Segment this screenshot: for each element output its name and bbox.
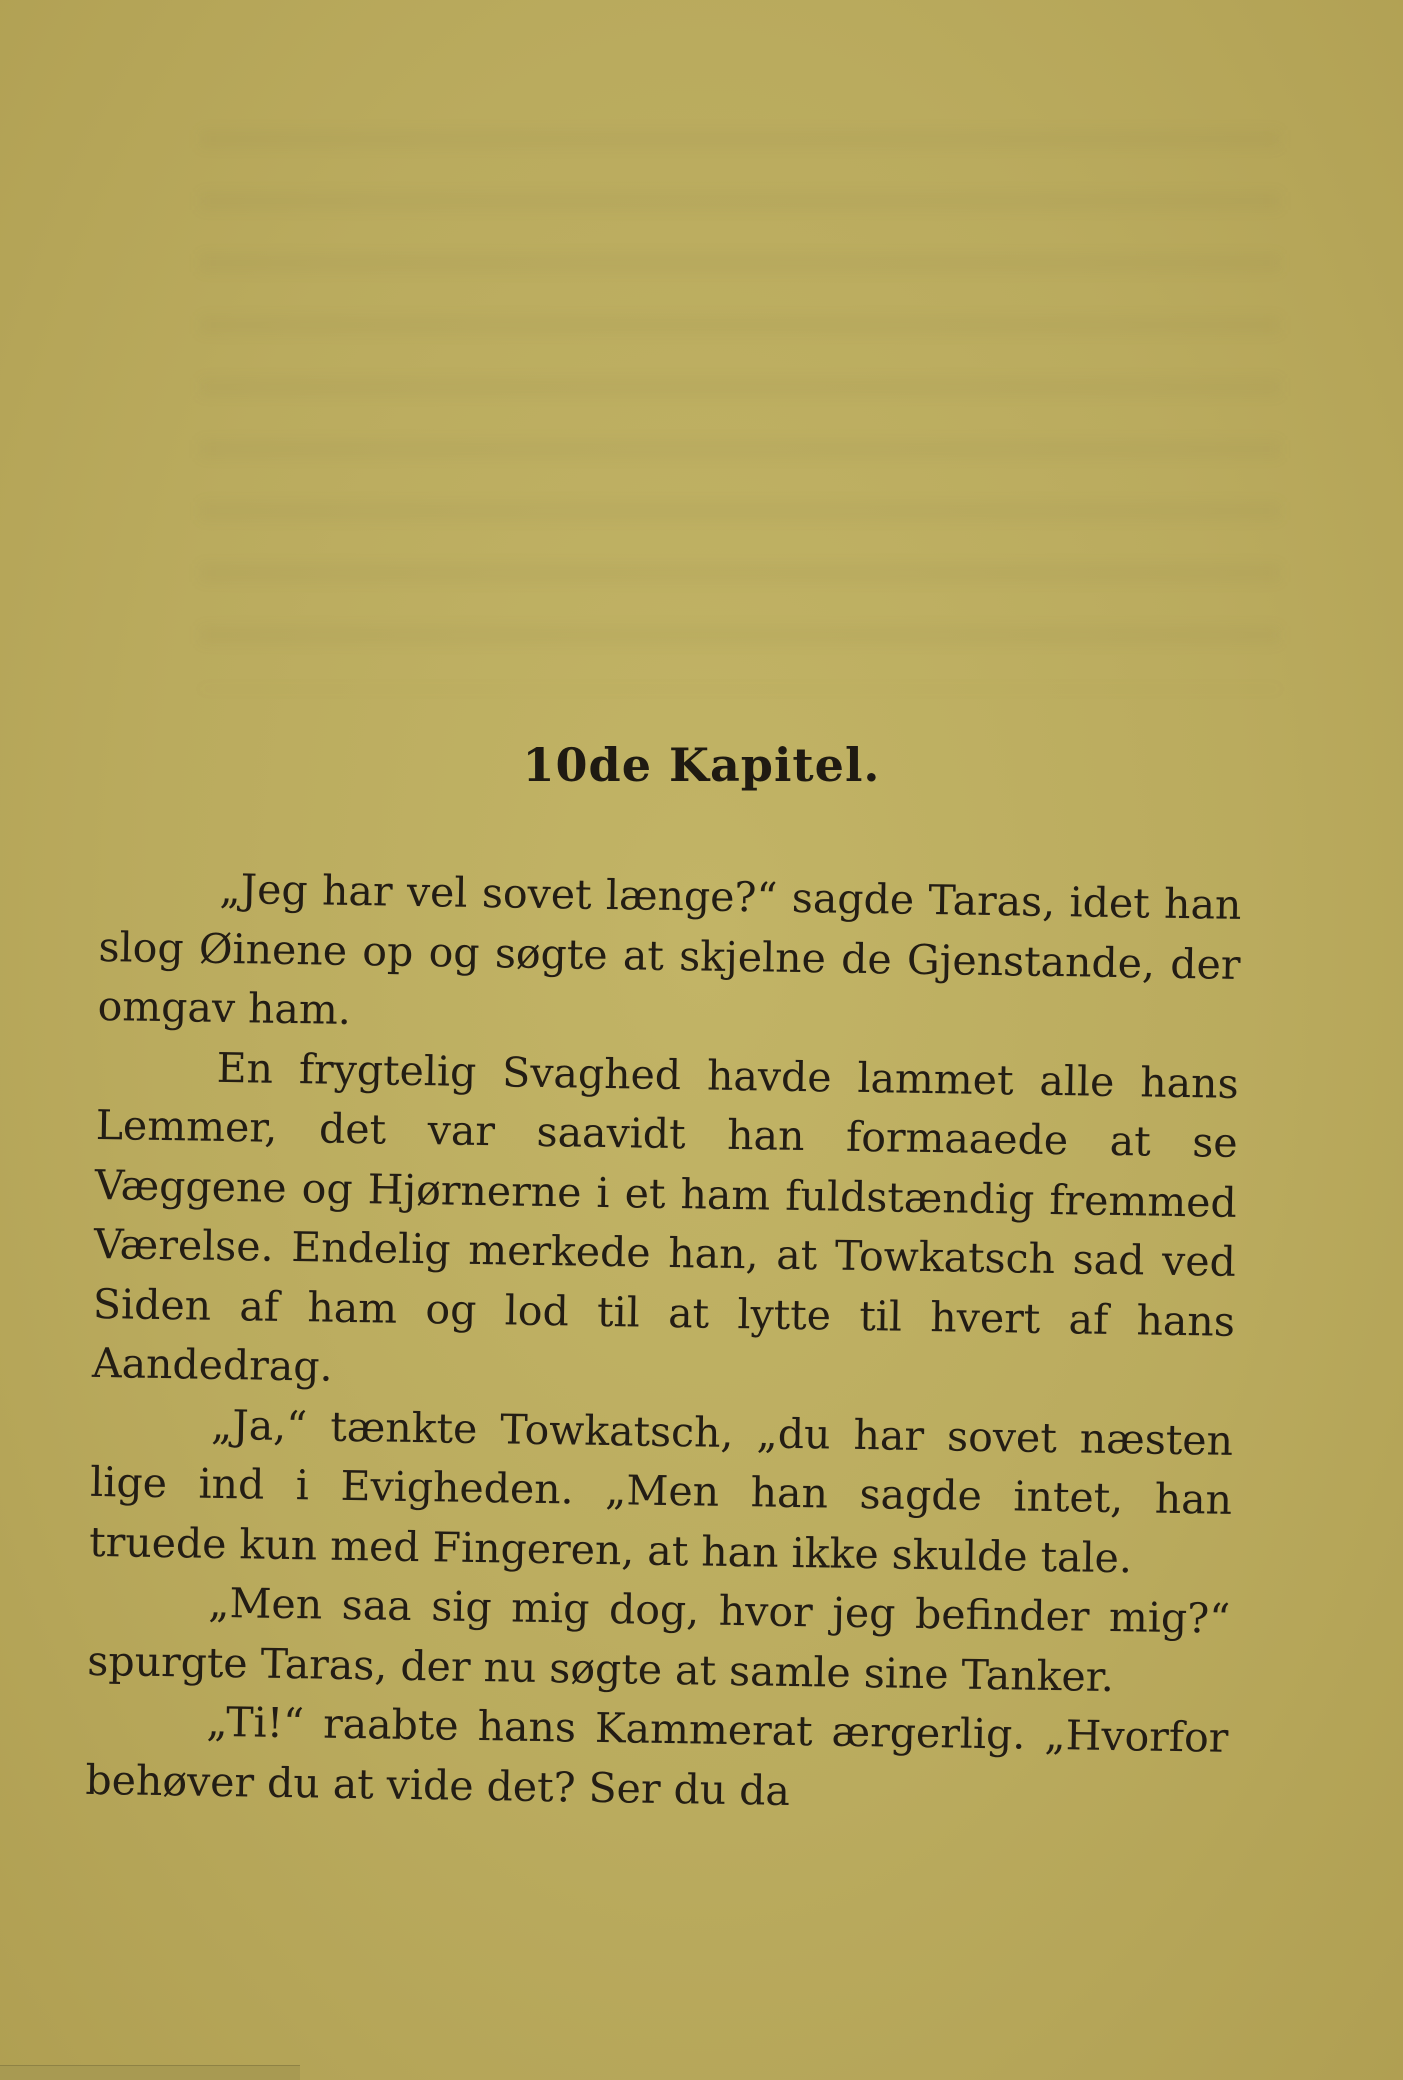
body-text — [85, 858, 1242, 1828]
page-edge — [0, 2065, 300, 2080]
paragraph: En frygtelig Svaghed havde lammet alle hans Lemmer, det var saavidt han formaaede at se Væggene og Hjørnerne i et ham fuldstændig fremmed Værelse. Endelig merkede han, at Towkatsch sad ved Siden af ham og lod til at lytte til hvert af hans Aandedrag. — [91, 1043, 1239, 1391]
paragraph: „Ti!“ raabte hans Kammerat ærgerlig. „Hvorfor behøver du at vide det? Ser du da — [85, 1697, 1229, 1815]
chapter-heading: 10de Kapitel. — [522, 738, 881, 792]
paragraph: „Jeg har vel sovet længe?“ sagde Taras, idet han slog Øinene op og søgte at skjelne de Gjenstande, der omgav ham. — [97, 864, 1242, 1034]
paragraph: „Men saa sig mig dog, hvor jeg befinder mig?“ spurgte Taras, der nu søgte at samle sine Tanker. — [87, 1578, 1231, 1701]
paragraph: „Ja,“ tænkte Towkatsch, „du har sovet næsten lige ind i Evigheden. „Men han sagde intet, han truede kun med Fingeren, at han ikke skulde tale. — [88, 1400, 1234, 1582]
show-through-text — [200, 130, 1280, 690]
